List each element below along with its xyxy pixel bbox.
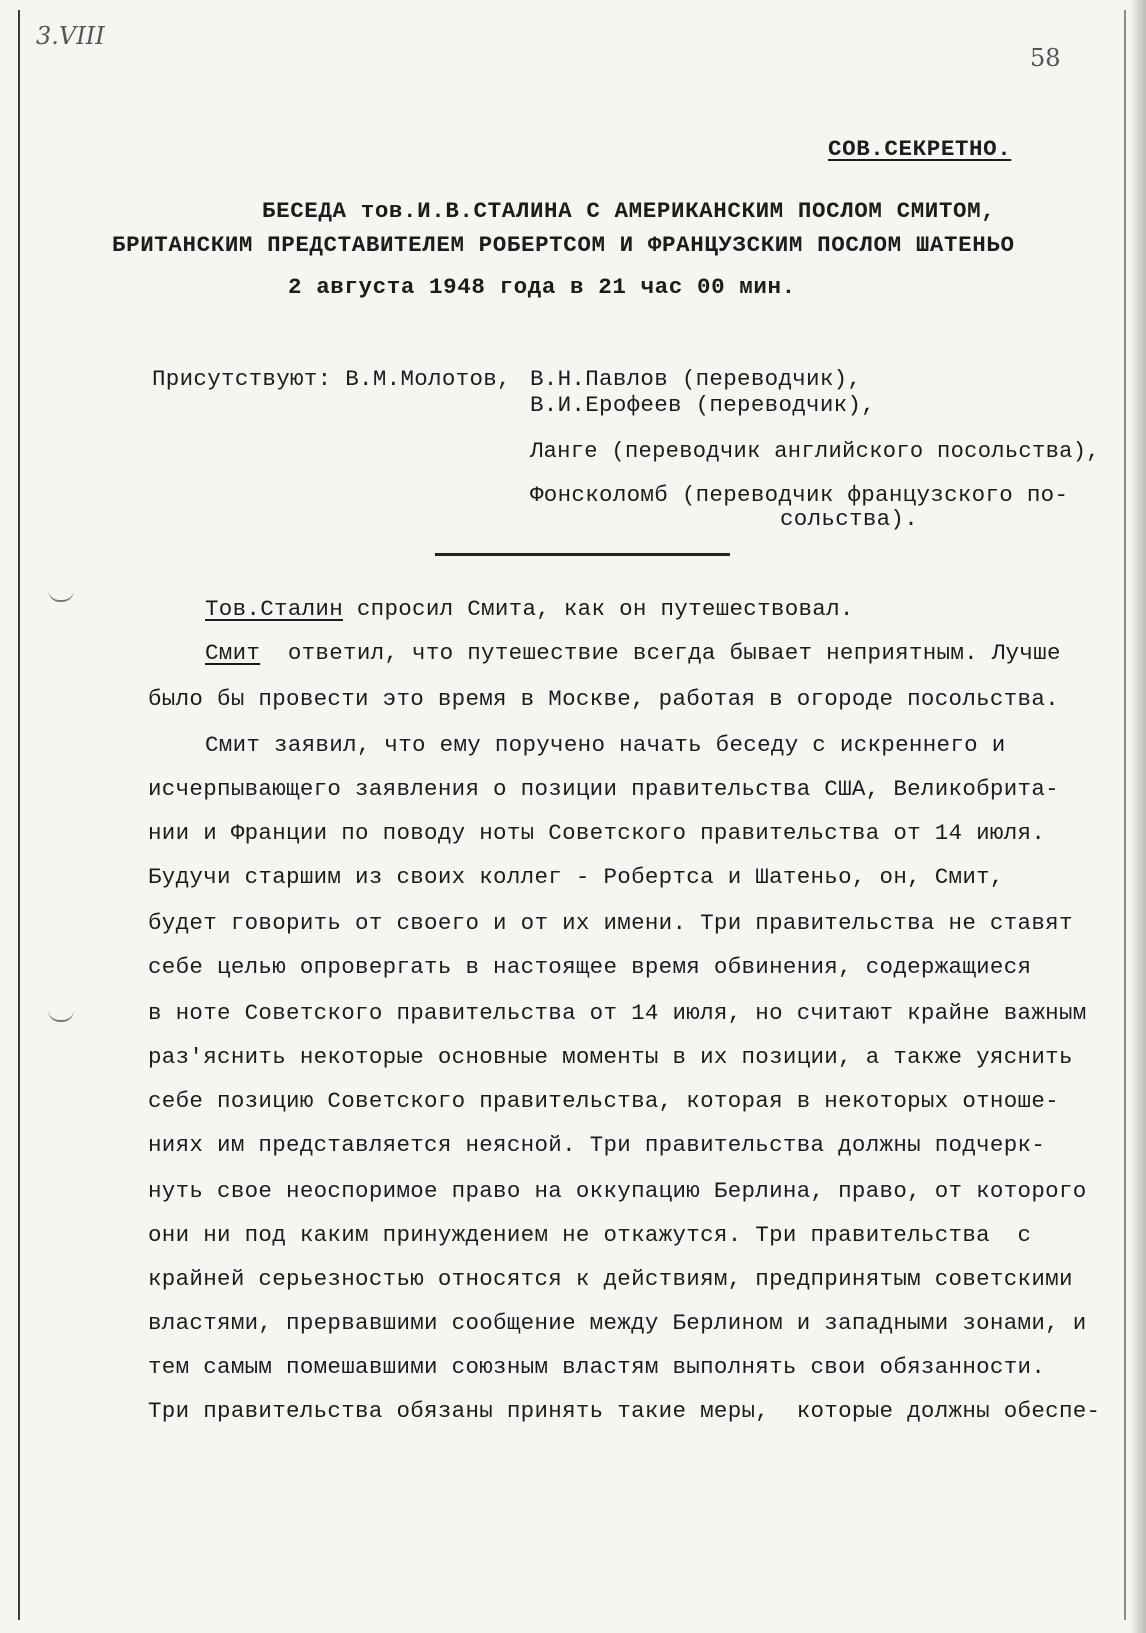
body-line-9: себе целью опровергать в настоящее время обвинения, содержащиеся (148, 954, 1032, 980)
attendee-fonscolombe-cont: сольства). (780, 506, 919, 532)
section-divider (435, 553, 730, 556)
body-line-19: Три правительства обязаны принять такие меры, которые должны обеспе- (148, 1398, 1101, 1424)
document-title-line-2: БРИТАНСКИМ ПРЕДСТАВИТЕЛЕМ РОБЕРТСОМ И ФРАНЦУЗСКИМ ПОСЛОМ ШАТЕНЬО (112, 232, 1015, 258)
document-date: 2 августа 1948 года в 21 час 00 мин. (288, 274, 796, 300)
body-text: спросил Смита, как он путешествовал. (343, 596, 854, 622)
body-line-10: в ноте Советского правительства от 14 июля, но считают крайне важным (148, 1000, 1087, 1026)
body-line-3: было бы провести это время в Москве, работая в огороде посольства. (148, 686, 1059, 712)
attendee-pavlov: В.Н.Павлов (переводчик), (530, 366, 862, 392)
attendee-lange: Ланге (переводчик английского посольства), (530, 438, 1100, 464)
body-line-12: себе позицию Советского правительства, которая в некоторых отноше- (148, 1088, 1059, 1114)
page-edge (1130, 0, 1146, 1633)
body-line-18: тем самым помешавшими союзным властям выполнять свои обязанности. (148, 1354, 1046, 1380)
page-number: 58 (1030, 44, 1061, 72)
body-line-7: Будучи старшим из своих коллег - Робертса и Шатеньо, он, Смит, (148, 864, 1004, 890)
body-line-16: крайней серьезностью относятся к действиям, предпринятым советскими (148, 1266, 1073, 1292)
classification-stamp: СОВ.СЕКРЕТНО. (828, 136, 1012, 162)
body-line-4: Смит заявил, что ему поручено начать беседу с искреннего и (205, 732, 1006, 758)
speaker-stalin: Тов.Сталин (205, 596, 344, 622)
body-line-2 (205, 640, 1061, 666)
attendee-erofeev: В.И.Ерофеев (переводчик), (530, 392, 876, 418)
speaker-smith: Смит (205, 640, 261, 666)
handwritten-date: 3.VIII (36, 22, 105, 50)
body-text: ответил, что путешествие всегда бывает неприятным. Лучше (260, 640, 1061, 666)
document-title-line-1: БЕСЕДА тов.И.В.СТАЛИНА С АМЕРИКАНСКИМ ПОСЛОМ СМИТОМ, (262, 198, 996, 224)
body-line-17: властями, прервавшими сообщение между Берлином и западными зонами, и (148, 1310, 1087, 1336)
body-line-15: они ни под каким принуждением не откажутся. Три правительства с (148, 1222, 1032, 1248)
body-line-11: раз'яснить некоторые основные моменты в их позиции, а также уяснить (148, 1044, 1073, 1070)
body-line-1 (205, 596, 854, 622)
attendees-label: Присутствуют: В.М.Молотов, (152, 366, 511, 392)
body-line-14: нуть свое неоспоримое право на оккупацию Берлина, право, от которого (148, 1178, 1087, 1204)
body-line-8: будет говорить от своего и от их имени. Три правительства не ставят (148, 910, 1073, 936)
body-line-13: ниях им представляется неясной. Три правительства должны подчерк- (148, 1132, 1046, 1158)
body-line-5: исчерпывающего заявления о позиции правительства США, Великобрита- (148, 776, 1059, 802)
body-line-6: нии и Франции по поводу ноты Советского правительства от 14 июля. (148, 820, 1046, 846)
attendee-fonscolombe: Фонсколомб (переводчик французского по- (530, 482, 1069, 508)
